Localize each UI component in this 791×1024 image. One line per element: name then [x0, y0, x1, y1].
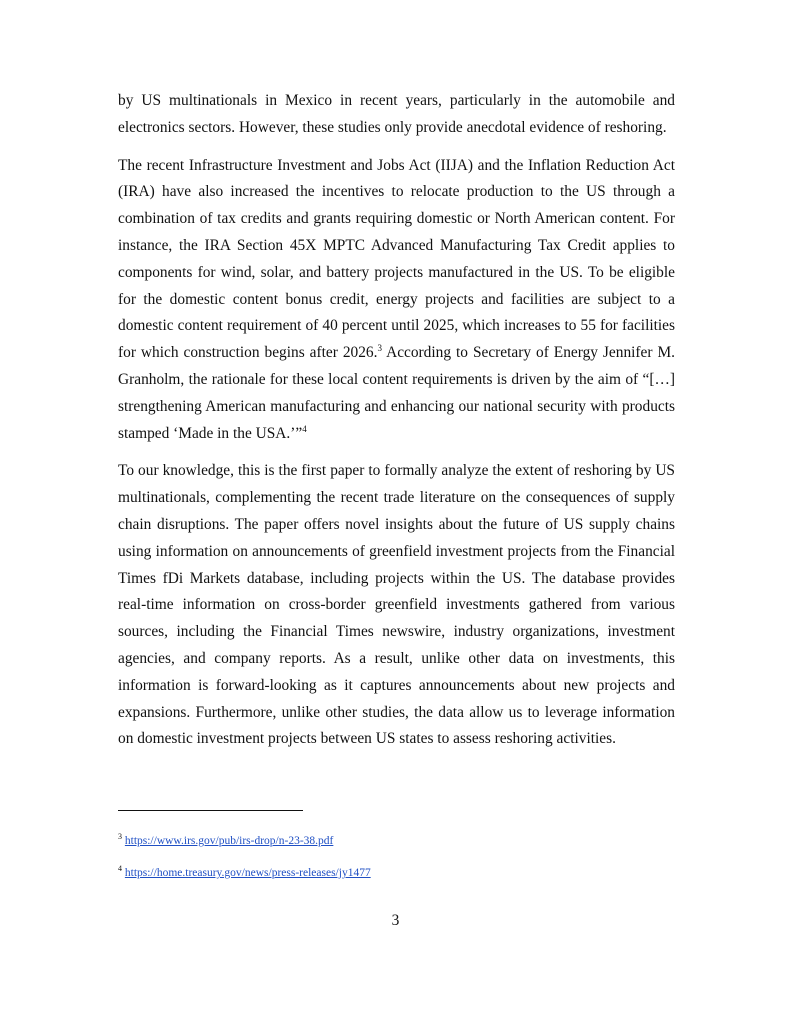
footnote-3: [118, 834, 333, 848]
footnote-3-link[interactable]: https://www.irs.gov/pub/irs-drop/n-23-38.pdf: [124, 835, 334, 847]
body-text: [118, 88, 675, 753]
footnote-ref-3: 3: [377, 343, 382, 354]
footnote-4: [118, 866, 371, 880]
paragraph-2-text-b: According to Secretary of Energy Jennifer M. Granholm, the rationale for these local content requirements is driven by the aim of “[…] strengthening American manufacturing and enhancing our national security with products stamped ‘Made in the USA.’”: [118, 344, 675, 442]
paragraph-2: [118, 153, 675, 448]
paragraph-3: To our knowledge, this is the first paper to formally analyze the extent of reshoring by US multinationals, complementing the recent trade literature on the consequences of supply chain disruptions. The paper offers novel insights about the future of US supply chains using information on announcements of greenfield investment projects from the Financial Times fDi Markets database, including projects within the US. The database provides real-time information on cross-border greenfield investments gathered from various sources, including the Financial Times newswire, industry organizations, investment agencies, and company reports. As a result, unlike other data on investments, this information is forward-looking as it captures announcements about new projects and expansions. Furthermore, unlike other studies, the data allow us to leverage information on domestic investment projects between US states to assess reshoring activities.: [118, 462, 675, 748]
paragraph-2-text-a: The recent Infrastructure Investment and Jobs Act (IIJA) and the Inflation Reduction Act (IRA) have also increased the incentives to relocate production to the US through a combination of tax credits and grants requiring domestic or North American content. For instance, the IRA Section 45X MPTC Advanced Manufacturing Tax Credit applies to components for wind, solar, and battery projects manufactured in the US. To be eligible for the domestic content bonus credit, energy projects and facilities are subject to a domestic content requirement of 40 percent until 2025, which increases to 55 for facilities for which construction begins after 2026.: [118, 156, 675, 362]
paragraph-1: by US multinationals in Mexico in recent years, particularly in the automobile and electronics sectors. However, these studies only provide anecdotal evidence of reshoring.: [118, 92, 675, 136]
footnote-ref-4: 4: [302, 423, 307, 434]
footnote-4-link[interactable]: https://home.treasury.gov/news/press-releases/jy1477: [124, 867, 371, 879]
page-number: 3: [391, 912, 400, 929]
footnote-4-number: 4: [118, 864, 122, 874]
footnote-separator: [118, 810, 303, 811]
footnote-3-number: 3: [118, 832, 122, 842]
